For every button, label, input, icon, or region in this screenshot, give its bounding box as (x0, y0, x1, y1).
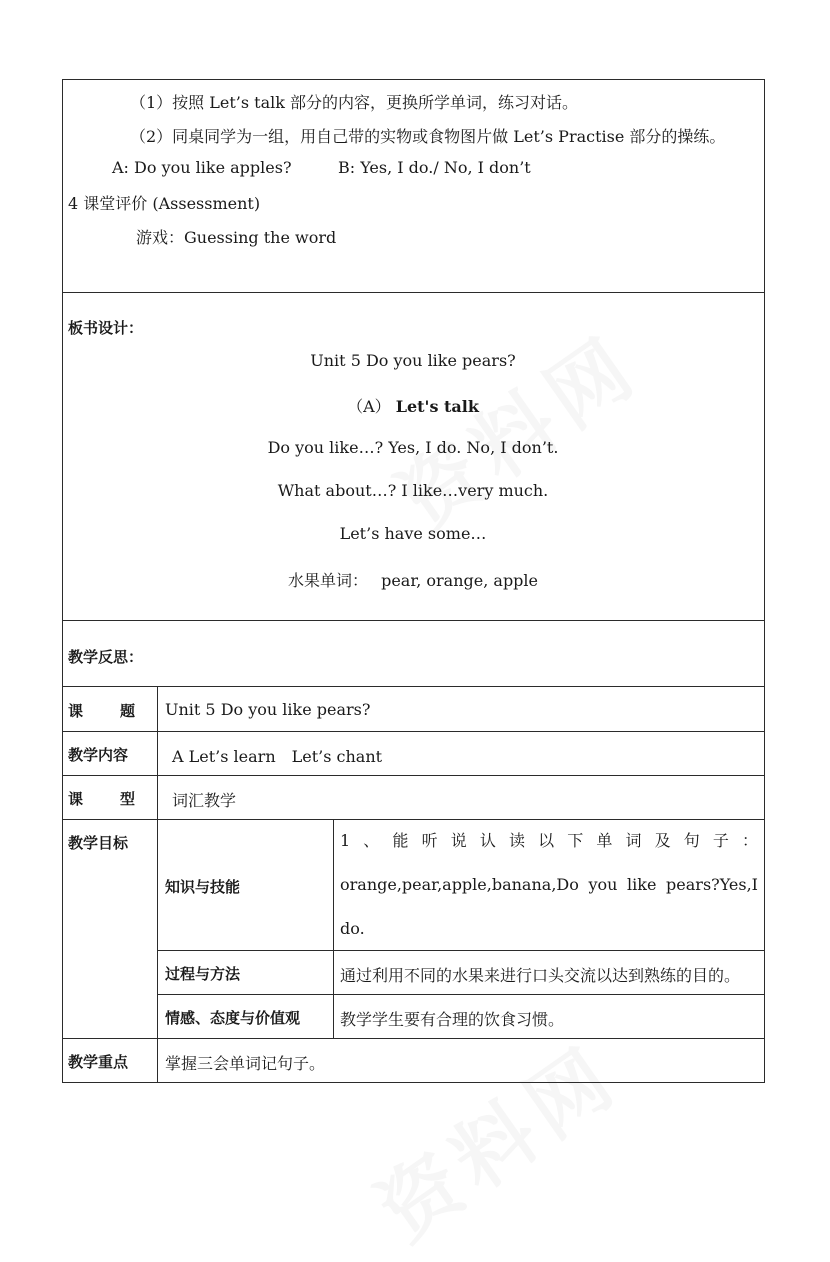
game-line: 游戏：Guessing the word (136, 228, 337, 247)
knowledge-label: 知识与技能 (165, 878, 241, 896)
dialogue-a: A: Do you like apples? (112, 158, 292, 177)
process-label: 过程与方法 (165, 965, 241, 983)
table-border (764, 79, 765, 1083)
board-line-2: What about…? I like…very much. (277, 481, 549, 500)
board-title: Unit 5 Do you like pears? (310, 351, 516, 370)
board-vocab (62, 568, 764, 591)
board-line-3: Let’s have some… (339, 524, 487, 543)
key-points-value: 掌握三会单词记句子。 (165, 1054, 326, 1073)
type-label: 课 型 (68, 790, 147, 808)
reflection-heading: 教学反思： (68, 648, 144, 666)
table-border (333, 819, 334, 1038)
board-line-1: Do you like…? Yes, I do. No, I don’t. (267, 438, 559, 457)
table-border (157, 686, 158, 1082)
type-value: 词汇教学 (172, 791, 237, 810)
table-border (157, 994, 764, 995)
table-border (62, 79, 764, 80)
table-border (62, 1082, 764, 1083)
dialogue-b: B: Yes, I do./ No, I don’t (338, 158, 531, 177)
board-subtitle-text: Let's talk (395, 397, 479, 416)
table-border (62, 686, 764, 687)
watermark (371, 303, 658, 552)
objectives-label: 教学目标 (68, 834, 129, 852)
topic-label: 课 题 (68, 702, 147, 720)
board-vocab-label: 水果单词： (287, 571, 368, 590)
board-subtitle (62, 394, 764, 417)
knowledge-value: 1、能听说认读以下单词及句子：orange,pear,apple,banana,Do you like pears?Yes,I do. (340, 831, 758, 938)
watermark (351, 1013, 638, 1262)
content-label: 教学内容 (68, 746, 129, 764)
practice-line-1: （1）按照 Let’s talk 部分的内容，更换所学单词，练习对话。 (130, 93, 579, 112)
table-border (62, 620, 764, 621)
practice-line-2: （2）同桌同学为一组，用自己带的实物或食物图片做 Let’s Practise 部分的操练。 (130, 127, 726, 146)
assessment-heading: 4 课堂评价 (Assessment) (68, 194, 261, 213)
table-border (62, 731, 764, 732)
emotion-value: 教学学生要有合理的饮食习惯。 (340, 1010, 565, 1029)
board-design-heading: 板书设计： (68, 319, 144, 337)
table-border (62, 292, 764, 293)
topic-value: Unit 5 Do you like pears? (165, 700, 371, 719)
process-value: 通过利用不同的水果来进行口头交流以达到熟练的目的。 (340, 966, 741, 985)
content-value: A Let’s learn Let’s chant (172, 747, 383, 766)
board-vocab-words: pear, orange, apple (381, 571, 539, 590)
board-subtitle-prefix: （A） (347, 397, 391, 416)
table-border (62, 775, 764, 776)
key-points-label: 教学重点 (68, 1053, 129, 1071)
table-border (62, 1038, 764, 1039)
emotion-label: 情感、态度与价值观 (165, 1009, 301, 1027)
